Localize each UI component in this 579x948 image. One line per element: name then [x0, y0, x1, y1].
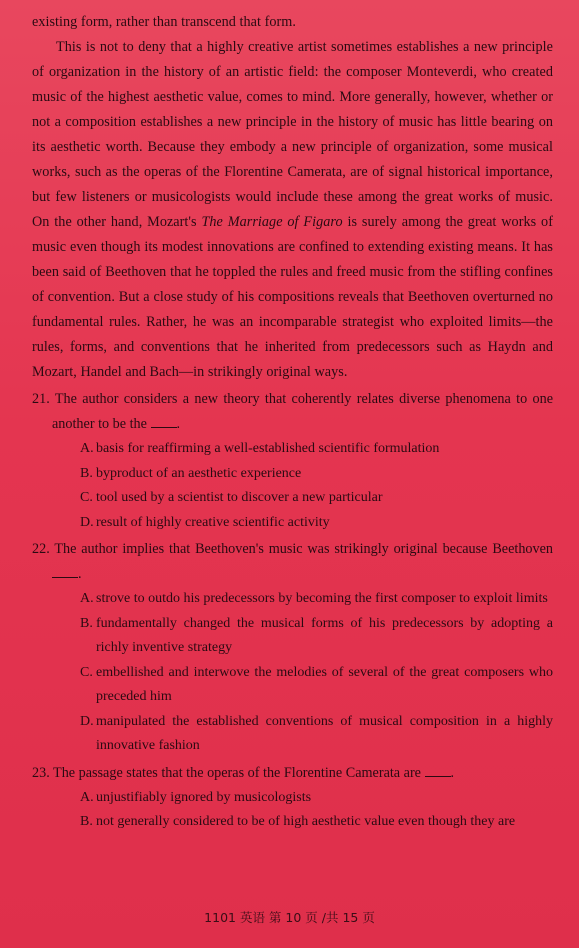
answer-blank	[151, 415, 177, 428]
passage-italic-title: The Marriage of Figaro	[201, 214, 343, 230]
option-22-a[interactable]	[56, 587, 553, 612]
option-text: strove to outdo his predecessors by becoming the first composer to exploit limits	[96, 591, 548, 606]
question-23	[32, 761, 553, 835]
option-text: tool used by a scientist to discover a new particular	[96, 490, 383, 505]
option-text: manipulated the established conventions of musical composition in a highly innovative fashion	[96, 713, 553, 753]
question-21	[32, 387, 553, 535]
question-23-stem-end: .	[450, 764, 455, 781]
option-letter: A.	[80, 789, 94, 805]
question-21-stem	[32, 387, 553, 437]
option-text: basis for reaffirming a well-established scientific formulation	[96, 441, 440, 456]
question-22-stem-end: .	[78, 566, 82, 582]
option-22-b[interactable]	[56, 612, 553, 661]
passage-continuation: existing form, rather than transcend that form.	[32, 14, 296, 30]
option-letter: D.	[80, 713, 94, 729]
option-text: byproduct of an aesthetic experience	[96, 465, 302, 481]
option-letter: C.	[80, 664, 93, 680]
question-21-stem-end: .	[176, 416, 181, 432]
option-text: not generally considered to be of high aesthetic value even though they are	[96, 814, 516, 829]
option-letter: C.	[80, 490, 93, 505]
answer-blank	[425, 764, 451, 777]
option-text: fundamentally changed the musical forms of his predecessors by adopting a richly inventive strategy	[96, 615, 553, 655]
question-21-stem-text: 21. The author considers a new theory that coherently relates diverse phenomena to one another to be the	[32, 391, 553, 432]
question-23-stem	[32, 761, 553, 786]
page-footer: 1101 英语 第 10 页 /共 15 页	[204, 910, 375, 925]
option-letter: D.	[80, 514, 94, 530]
answer-blank	[52, 565, 78, 578]
option-22-c[interactable]	[56, 661, 553, 710]
option-23-a[interactable]	[56, 786, 553, 811]
option-letter: B.	[80, 465, 93, 481]
option-letter: A.	[80, 591, 94, 606]
question-23-stem-text: 23. The passage states that the operas of the Florentine Camerata are	[32, 764, 421, 781]
passage-text-part-1: This is not to deny that a highly creative artist sometimes establishes a new principle of organization in the history of an artistic field: the composer Monteverdi, who created music of the highest aesthetic value, comes to mind. More generally, however, whether or not a composition establishes a new principle in the history of music has little bearing on its aesthetic worth. Because they embody a new principle of organization, some musical works, such as the operas of the Florentine Camerata, are of signal historical importance, but few listeners or musicologists would include these among the great works of music. On the other hand, Mozart's	[32, 39, 553, 230]
option-letter: B.	[80, 615, 93, 631]
option-text: embellished and interwove the melodies of several of the great composers who preceded him	[96, 664, 553, 704]
option-21-b[interactable]	[56, 462, 553, 487]
question-22-stem	[32, 537, 553, 587]
passage-paragraph	[32, 35, 553, 385]
option-text: result of highly creative scientific activity	[96, 514, 330, 530]
option-21-a[interactable]	[56, 437, 553, 462]
question-22	[32, 537, 553, 759]
option-text: unjustifiably ignored by musicologists	[96, 789, 312, 805]
question-22-stem-text: 22. The author implies that Beethoven's music was strikingly original because Beethoven	[32, 541, 553, 557]
option-22-d[interactable]	[56, 710, 553, 759]
option-21-d[interactable]	[56, 511, 553, 536]
option-letter: A.	[80, 441, 94, 456]
option-23-b[interactable]	[56, 810, 553, 835]
passage-text-part-2: is surely among the great works of music even though its modest innovations are confined to extending existing means. It has been said of Beethoven that he toppled the rules and freed music from the stifling confines of convention. But a close study of his compositions reveals that Beethoven overturned no fundamental rules. Rather, he was an incomparable strategist who exploited limits—the rules, forms, and conventions that he inherited from predecessors such as Haydn and Mozart, Handel and Bach—in strikingly original ways.	[32, 214, 553, 380]
option-letter: B.	[80, 814, 93, 829]
option-21-c[interactable]	[56, 486, 553, 511]
